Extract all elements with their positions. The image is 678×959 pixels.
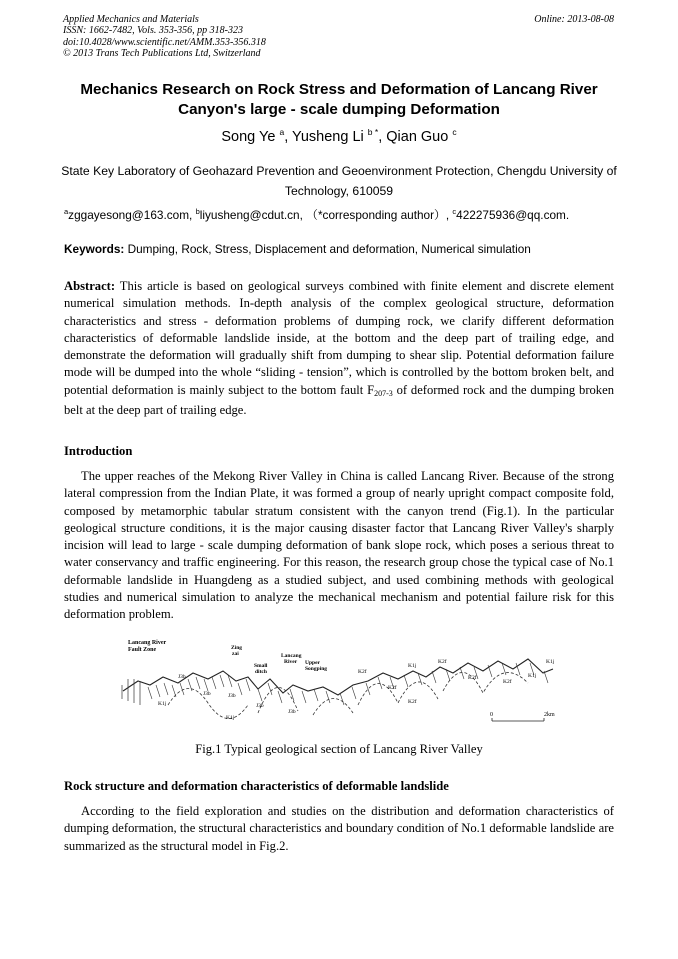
- stratum-label: K2f: [408, 699, 417, 705]
- email-link[interactable]: zggayesong@163.com,: [68, 208, 196, 222]
- doi: doi:10.4028/www.scientific.net/AMM.353-356.318: [63, 36, 266, 48]
- section-text: According to the field exploration and studies on the distribution and deformation characteristics of dumping deformation, the structural characteristics and boundary condition of No.1 deformable landslide are summarized as the structural model in Fig.2.: [64, 804, 614, 853]
- scale-label: 2km: [544, 712, 555, 718]
- scale-bar: [490, 712, 555, 721]
- fig-label: Fault Zone: [128, 647, 157, 653]
- introduction-text: The upper reaches of the Mekong River Valley in China is called Lancang River. Because of the strong lateral compression from the Indian Plate, it was formed a group of nearly upright compact composite fold, composed by metamorphic tabular stratum consistent with the canyon trend (Fig.1). In the particular geological structure conditions, it is the major causing disaster factor that Lancang River Valley's sharply incision will lead to large - scale dumping deformation of bank slope rock, which poses a serious threat to water conservancy and traffic engineering. For this reason, the research group chose the typical case of No.1 deformable landslide in Huangdeng as a studied subject, and used combining methods with geological studies and numerical simulation to analyze the mechanical mechanism and potential failure risk for this deformation problem.: [64, 469, 614, 622]
- stratum-label: J3b: [288, 709, 296, 715]
- author-separator: ,: [378, 129, 387, 145]
- section-heading: Rock structure and deformation characteristics of deformable landslide: [64, 779, 449, 793]
- introduction-heading: Introduction: [64, 444, 133, 458]
- keywords-label: Keywords:: [64, 242, 125, 256]
- stratum-label: J3b: [178, 674, 186, 680]
- author-superscript: c: [452, 127, 457, 137]
- bedding-hatch: [148, 663, 548, 705]
- abstract-text: This article is based on geological surveys combined with finite element and discrete element numerical simulation methods. In-depth analysis of the complex geological structure, deformation characteristics and stress - deformation problems of dumping rock, we clarify different deformation characteristics of deformable landslide inside, at the bottom and the deep part of trailing edge, and demonstrate the deformation will gradually shift from dumping to shear slip. Potential deformation failure mode will be dumped into the whole “sliding - tension”, which is controlled by the bottom broken belt, and potential deformation is mainly subject to the bottom fault F: [64, 279, 614, 397]
- stratum-label: K2f: [388, 685, 397, 691]
- stratum-label: K2f: [503, 679, 512, 685]
- author-separator: ,: [284, 129, 292, 145]
- scale-label: 0: [490, 712, 493, 718]
- email-superscript: a: [64, 207, 69, 216]
- fig-label: River: [284, 659, 298, 665]
- paper-title: Mechanics Research on Rock Stress and Deformation of Lancang River Canyon's large - scale dumping Deformation: [80, 81, 598, 118]
- stratum-label: K1j: [158, 701, 167, 707]
- figure-1: [108, 633, 568, 731]
- stratum-label: K2f: [468, 675, 477, 681]
- stratum-label: K2f: [358, 669, 367, 675]
- stratum-label: J3b: [228, 693, 236, 699]
- author-name: Yusheng Li: [291, 129, 364, 145]
- journal-name: Applied Mechanics and Materials: [63, 14, 199, 25]
- abstract: [64, 278, 614, 419]
- fig-label: Zing: [231, 645, 243, 651]
- affiliation: State Key Laboratory of Geohazard Prevention and Geoenvironment Protection, Chengdu University of Technology, 610059: [61, 164, 617, 198]
- fault-zone-marks: [122, 679, 140, 705]
- fig-label: zai: [232, 651, 239, 657]
- author-list: [50, 123, 628, 146]
- email-link[interactable]: liyusheng@cdut.cn, （*corresponding author）,: [199, 208, 453, 222]
- stratum-label: K1j: [528, 673, 537, 679]
- stratum-label: J3b: [256, 703, 264, 709]
- email-superscript: c: [452, 207, 457, 216]
- copyright: © 2013 Trans Tech Publications Ltd, Switzerland: [63, 48, 261, 60]
- stratum-label: K1j: [546, 659, 555, 665]
- online-date: Online: 2013-08-08: [534, 14, 614, 25]
- author-superscript: b *: [367, 127, 379, 137]
- issn: ISSN: 1662-7482, Vols. 353-356, pp 318-323: [63, 25, 243, 37]
- keywords: [64, 241, 624, 257]
- abstract-label: Abstract:: [64, 279, 116, 293]
- fig-label: Songping: [305, 666, 328, 672]
- fig-label: ditch: [255, 669, 267, 675]
- stratum-label: J3b: [203, 691, 211, 697]
- stratum-label: K1j: [408, 663, 417, 669]
- author-name: Qian Guo: [386, 129, 449, 145]
- terrain-profile: [123, 659, 553, 695]
- fig-label: Upper: [305, 660, 320, 666]
- stratum-label: K1j: [226, 715, 235, 721]
- email-link[interactable]: 422275936@qq.com.: [456, 208, 570, 222]
- strata-labels: [158, 658, 555, 721]
- figure-1-caption: Fig.1 Typical geological section of Lancang River Valley: [195, 742, 483, 756]
- abstract-subscript: 207-3: [374, 388, 393, 398]
- email-superscript: b: [195, 207, 200, 216]
- fig-label: Lancang: [281, 653, 302, 659]
- author-superscript: a: [279, 127, 285, 137]
- email-line: [64, 204, 624, 223]
- fig-label: Small: [254, 663, 268, 669]
- fig-label: Lancang River: [128, 640, 167, 646]
- abstract-text-end: of deformed rock and the dumping broken belt at the deep part of trailing edge.: [64, 382, 614, 418]
- stratum-label: K2f: [438, 659, 447, 665]
- keywords-text: Dumping, Rock, Stress, Displacement and deformation, Numerical simulation: [124, 242, 531, 256]
- geological-section-figure: [108, 633, 568, 731]
- author-name: Song Ye: [221, 129, 276, 145]
- journal-header: [63, 14, 266, 60]
